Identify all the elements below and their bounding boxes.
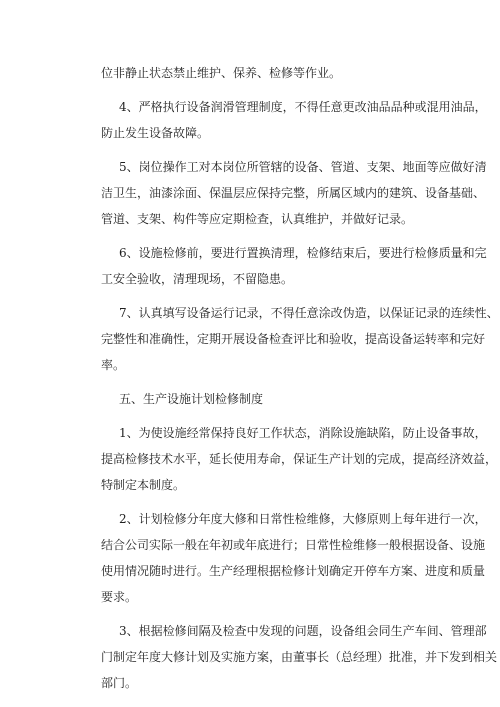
paragraph <box>77 386 427 412</box>
text-line: 门制定年度大修计划及实施方案，由董事长（总经理）批准，并下发到相关 <box>101 650 498 664</box>
paragraph-gap <box>77 498 427 506</box>
text-line: 使用情况随时进行。生产经理根据检修计划确定开停车方案、进度和质量 <box>101 564 486 578</box>
paragraph-gap <box>77 86 427 94</box>
paragraph <box>77 94 487 146</box>
text-line: 工安全验收，清理现场，不留隐患。 <box>101 272 294 286</box>
text-line: 率。 <box>101 358 126 372</box>
paragraph-gap <box>77 412 427 420</box>
text-line: 位非静止状态禁止维护、保养、检修等作业。 <box>101 66 342 80</box>
paragraph-gap <box>77 232 427 240</box>
paragraph-gap <box>77 610 427 618</box>
document-body <box>77 60 499 696</box>
text-line: 2、计划检修分年度大修和日常性检维修，大修原则上每年进行一次， <box>119 512 487 526</box>
paragraph <box>77 420 498 498</box>
paragraph-gap <box>77 292 427 300</box>
text-line: 3、根据检修间隔及检查中发现的问题，设备组会同生产车间、管理部 <box>119 624 487 638</box>
text-line: 特制定本制度。 <box>101 478 186 492</box>
text-line: 五、生产设施计划检修制度 <box>119 392 264 406</box>
paragraph <box>77 240 487 292</box>
paragraph-gap <box>77 378 427 386</box>
paragraph-gap <box>77 146 427 154</box>
text-line: 防止发生设备故障。 <box>101 126 210 140</box>
paragraph <box>77 618 498 696</box>
text-line: 管道、支架、构件等应定期检查，认真维护，并做好记录。 <box>101 212 414 226</box>
text-line: 6、设施检修前，要进行置换清理，检修结束后，要进行检修质量和完 <box>119 246 487 260</box>
paragraph <box>77 154 487 232</box>
text-line: 洁卫生，油漆涂面、保温层应保持完整，所属区域内的建筑、设备基础、 <box>101 186 486 200</box>
text-line: 要求。 <box>101 590 138 604</box>
paragraph <box>77 300 499 378</box>
text-line: 提高检修技术水平，延长使用寿命，保证生产计划的完成，提高经济效益， <box>101 452 498 466</box>
text-line: 7、认真填写设备运行记录，不得任意涂改伪造，以保证记录的连续性、 <box>119 306 499 320</box>
text-line: 完整性和准确性，定期开展设备检查评比和验收，提高设备运转率和完好 <box>101 332 486 346</box>
text-line: 1、为使设施经常保持良好工作状态，消除设施缺陷，防止设备事故， <box>119 426 487 440</box>
text-line: 5、岗位操作工对本岗位所管辖的设备、管道、支架、地面等应做好清 <box>119 160 487 174</box>
text-line: 部门。 <box>101 676 138 690</box>
text-line: 4、严格执行设备润滑管理制度，不得任意更改油品品种或混用油品， <box>119 100 487 114</box>
paragraph <box>77 506 487 610</box>
text-line: 结合公司实际一般在年初或年底进行；日常性检维修一般根据设备、设施 <box>101 538 486 552</box>
paragraph <box>77 60 427 86</box>
